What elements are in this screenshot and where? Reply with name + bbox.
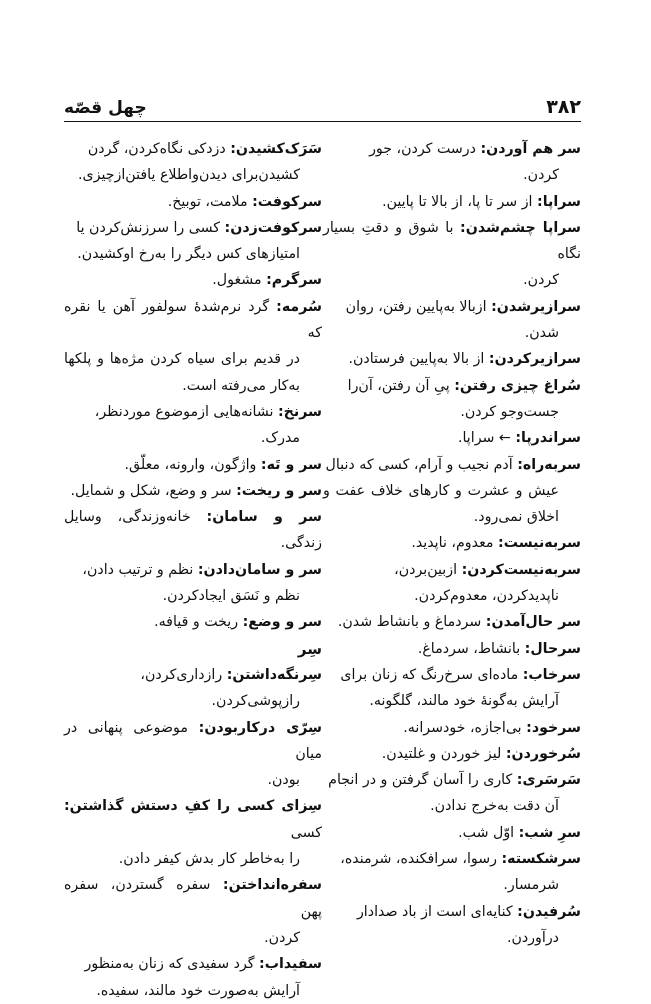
entry-term: سفره‌انداختن: <box>222 877 322 894</box>
entry-term: سِزای کسی را کفِ دستش گذاشتن: <box>64 798 322 815</box>
section-heading: سِر <box>297 639 322 658</box>
glossary-entry <box>64 662 322 715</box>
glossary-entry <box>323 899 581 952</box>
glossary-entry <box>64 478 322 504</box>
right-column <box>323 136 581 1004</box>
entry-definition: سفره گستردن، سفره پهن <box>64 877 322 920</box>
entry-definition: معدوم، ناپدید. <box>411 535 499 552</box>
entry-term: سرنخ: <box>277 403 322 420</box>
entry-term: سرازیرشدن: <box>491 298 581 315</box>
entry-term: سربه‌نیست‌کردن: <box>461 561 581 578</box>
entry-term: سراپا: <box>537 193 581 210</box>
glossary-entry <box>323 636 581 662</box>
entry-definition: ماده‌ای سرخ‌رنگ که زنان برای <box>340 666 523 683</box>
entry-definition: ← سراپا. <box>457 430 516 447</box>
entry-term: سرکوفت‌زدن: <box>224 219 322 236</box>
entry-term: سفیداب: <box>259 956 322 973</box>
entry-term: سِرّی درکاربودن: <box>198 719 322 736</box>
glossary-body <box>64 136 581 1004</box>
entry-definition-continued: آرایش به‌صورت خود مالند، سفیده. <box>96 982 300 999</box>
entry-term: سرکوفت: <box>252 193 322 210</box>
entry-term: سربه‌نیست: <box>498 535 581 552</box>
glossary-entry <box>64 504 322 557</box>
entry-definition-continued: آن دقت به‌خرج ندادن. <box>430 798 559 815</box>
glossary-entry <box>64 609 322 635</box>
entry-definition: کاری را آسان گرفتن و در انجام <box>328 772 517 789</box>
entry-definition-continued: مدرک. <box>260 430 300 447</box>
left-column <box>64 136 322 1004</box>
glossary-entry <box>64 452 322 478</box>
glossary-entry <box>323 215 581 294</box>
entry-term: سر و ریخت: <box>236 482 322 499</box>
glossary-entry <box>64 267 322 293</box>
entry-definition: کسی را سرزنش‌کردن یا <box>76 219 225 236</box>
entry-term: سرحال: <box>524 640 581 657</box>
header-rule <box>64 121 581 122</box>
entry-definition-continued: در قدیم برای سیاه کردن مژه‌ها و پلکها به‌کار می‌رفته است. <box>64 351 300 394</box>
entry-definition: لیز خوردن و غلتیدن. <box>381 745 506 762</box>
glossary-entry <box>323 609 581 635</box>
entry-term: سِرنگه‌داشتن: <box>226 666 322 683</box>
entry-term: سراپا چشم‌شدن: <box>460 219 581 236</box>
glossary-entry <box>323 820 581 846</box>
entry-term: سر و سامان: <box>206 509 322 526</box>
entry-definition: گرد سفیدی که زنان به‌منظور <box>84 956 260 973</box>
glossary-entry <box>323 452 581 531</box>
entry-definition-continued: شدن. <box>524 325 559 342</box>
entry-definition: نظم و ترتیب دادن، <box>82 561 198 578</box>
glossary-entry <box>64 215 322 268</box>
entry-definition: رازداری‌کردن، <box>140 666 227 683</box>
entry-definition: بی‌اجازه، خودسرانه. <box>403 719 527 736</box>
entry-definition: کسی <box>290 824 322 841</box>
entry-definition-continued: رازپوشی‌کردن. <box>211 693 300 710</box>
page-number: ۳۸۲ <box>546 96 581 118</box>
entry-definition: ازبین‌بردن، <box>394 561 462 578</box>
entry-definition: از بالا به‌پایین فرستادن. <box>348 351 489 368</box>
entry-term: سُراغ چیزی رفتن: <box>454 377 581 394</box>
entry-definition: موضوعی پنهانی در میان <box>64 719 322 762</box>
entry-term: سرگرم: <box>266 272 322 289</box>
entry-term: سُرخوردن: <box>505 745 581 762</box>
entry-term: سر و وضع: <box>242 614 322 631</box>
glossary-entry <box>64 715 322 794</box>
entry-definition-continued: امتیازهای کس دیگر را به‌رخ اوکشیدن. <box>77 246 300 263</box>
glossary-entry <box>323 846 581 899</box>
entry-term: سر هم آوردن: <box>480 141 581 157</box>
entry-term: سرخاب: <box>522 666 581 683</box>
entry-definition-continued: بودن. <box>267 772 300 789</box>
entry-definition: بانشاط، سردماغ. <box>417 640 525 657</box>
entry-definition-continued: ناپدیدکردن، معدوم‌کردن. <box>414 588 559 605</box>
entry-term: سرخود: <box>526 719 581 736</box>
entry-term: سرِ شب: <box>518 824 581 841</box>
entry-term: سُرمه: <box>276 298 322 315</box>
entry-term: سر و سامان‌دادن: <box>197 561 322 578</box>
entry-definition: پیِ آن رفتن، آن‌را <box>347 377 455 394</box>
entry-definition: آدم نجیب و آرام، کسی که دنبال <box>325 456 518 473</box>
entry-term: سَرَک‌کشیدن: <box>230 141 322 157</box>
glossary-entry <box>323 373 581 426</box>
entry-definition-continued: جست‌وجو کردن. <box>460 403 559 420</box>
entry-definition-continued: را به‌خاطر کار بدش کیفر دادن. <box>118 851 300 868</box>
entry-definition: سر و وضع، شکل و شمایل. <box>70 482 237 499</box>
glossary-entry <box>323 530 581 556</box>
glossary-entry <box>64 294 322 399</box>
entry-term: سربه‌راه: <box>517 456 581 473</box>
entry-definition: با شوق و دقتِ بسیار نگاه <box>323 219 581 263</box>
entry-definition-continued: عیش و عشرت و کارهای خلاف عفت و اخلاق نمی‌رود. <box>323 482 559 526</box>
entry-term: سرشکسته: <box>501 851 581 868</box>
entry-term: سراندرپا: <box>515 430 581 447</box>
entry-term: سر و تَه: <box>260 456 322 473</box>
entry-definition: نشانه‌هایی ازموضوع موردنظر، <box>94 403 278 420</box>
glossary-entry <box>64 793 322 872</box>
glossary-entry <box>323 136 581 189</box>
entry-definition-continued: کردن. <box>264 929 300 946</box>
entry-term: سر حال‌آمدن: <box>485 614 581 631</box>
glossary-entry <box>64 557 322 610</box>
glossary-entry <box>64 189 322 215</box>
entry-definition: ملامت، توبیخ. <box>167 193 253 210</box>
glossary-entry <box>64 951 322 1004</box>
entry-definition: مشغول. <box>212 272 267 289</box>
entry-definition: خانه‌وزندگی، وسایل زندگی. <box>64 509 322 552</box>
entry-definition: واژگون، وارونه، معلّق. <box>124 456 261 473</box>
glossary-entry <box>323 662 581 715</box>
entry-term: سَرسَری: <box>516 772 581 789</box>
entry-definition: کنایه‌ای است از باد صدادار <box>356 903 518 920</box>
glossary-entry <box>323 557 581 610</box>
entry-definition: گرد نرم‌شدهٔ سولفور آهن یا نقره که <box>64 298 322 342</box>
glossary-entry <box>323 767 581 820</box>
book-title: چهل قصّه <box>64 98 147 118</box>
entry-term: سرازیرکردن: <box>488 351 581 368</box>
entry-definition: از سر تا پا، از بالا تا پایین. <box>382 193 538 210</box>
entry-definition: درست کردن، جور <box>369 141 481 157</box>
entry-definition: سردماغ و بانشاط شدن. <box>337 614 486 631</box>
glossary-entry <box>64 136 322 189</box>
glossary-entry <box>323 741 581 767</box>
glossary-entry <box>323 425 581 451</box>
entry-definition: رسوا، سرافکنده، شرمنده، <box>340 851 502 868</box>
entry-definition: دزدکی نگاه‌کردن، گردن <box>87 141 231 157</box>
entry-definition-continued: آرایش به‌گونهٔ خود مالند، گلگونه. <box>369 693 559 710</box>
entry-term: سُرفیدن: <box>517 903 581 920</box>
glossary-entry <box>64 872 322 951</box>
entry-definition-continued: شرمسار. <box>503 877 559 894</box>
entry-definition-continued: کردن. <box>523 272 559 289</box>
entry-definition-continued: کردن. <box>523 167 559 184</box>
glossary-entry <box>323 346 581 372</box>
glossary-entry <box>64 399 322 452</box>
entry-definition: اوّل شب. <box>458 824 519 841</box>
glossary-entry <box>323 715 581 741</box>
entry-definition: ریخت و قیافه. <box>154 614 243 631</box>
glossary-entry <box>323 189 581 215</box>
entry-definition-continued: کشیدن‌برای دیدن‌واطلاع یافتن‌ازچیزی. <box>78 167 300 184</box>
glossary-entry <box>323 294 581 347</box>
page-header <box>64 88 581 118</box>
entry-definition-continued: درآوردن. <box>506 929 559 946</box>
entry-definition-continued: نظم و نَسَق ایجادکردن. <box>162 588 300 605</box>
entry-definition: ازبالا به‌پایین رفتن، روان <box>345 298 492 315</box>
